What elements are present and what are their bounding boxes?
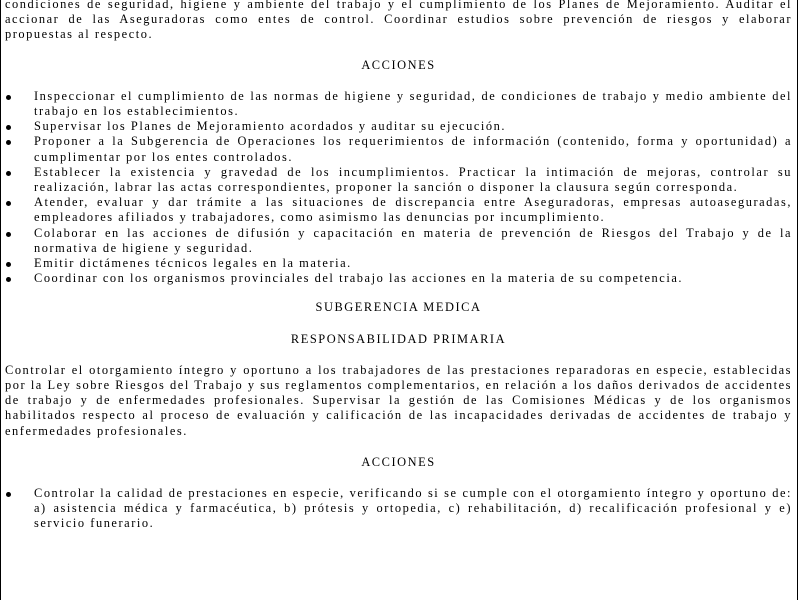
bullet-icon bbox=[6, 201, 11, 206]
spacer bbox=[5, 470, 792, 486]
spacer bbox=[5, 73, 792, 89]
document-content bbox=[5, 0, 792, 532]
bullet-icon bbox=[6, 492, 11, 497]
list-item-text: Emitir dictámenes técnicos legales en la materia. bbox=[34, 256, 352, 271]
acciones-heading-2: ACCIONES bbox=[361, 454, 436, 469]
subgerencia-heading: SUBGERENCIA MEDICA bbox=[315, 300, 482, 315]
list-item bbox=[5, 89, 792, 119]
list-item bbox=[5, 134, 792, 164]
spacer bbox=[5, 439, 792, 455]
bullet-icon bbox=[6, 262, 11, 267]
list-item-text: Coordinar con los organismos provinciales del trabajo las acciones en la materia de su competencia. bbox=[34, 271, 684, 286]
acciones-list-2 bbox=[5, 486, 792, 532]
list-item bbox=[5, 226, 792, 256]
spacer bbox=[5, 316, 792, 332]
acciones-heading-1: ACCIONES bbox=[361, 57, 436, 72]
spacer bbox=[5, 347, 792, 363]
list-item-text: Inspeccionar el cumplimiento de las normas de higiene y seguridad, de condiciones de trabajo y medio ambiente del trabajo en los establecimientos. bbox=[34, 88, 792, 119]
bullet-icon bbox=[6, 171, 11, 176]
list-item-text: Establecer la existencia y gravedad de los incumplimientos. Practicar la intimación de mejoras, controlar su realización, labrar las actas correspondientes, proponer la sanción o disponer la clausura según corresponda. bbox=[34, 164, 792, 195]
responsabilidad-heading: RESPONSABILIDAD PRIMARIA bbox=[290, 331, 507, 346]
bullet-icon bbox=[6, 277, 11, 282]
list-item bbox=[5, 165, 792, 195]
acciones-list-1 bbox=[5, 89, 792, 287]
bullet-icon bbox=[6, 125, 11, 130]
list-item-text: Colaborar en las acciones de difusión y capacitación en materia de prevención de Riesgos del Trabajo y de la normativa de higiene y seguridad. bbox=[34, 225, 792, 255]
list-item bbox=[5, 195, 792, 225]
list-item-text: Proponer a la Subgerencia de Operaciones los requerimientos de información (contenido, forma y oportunidad) a cumplimentar por los entes controlados. bbox=[34, 134, 792, 164]
bullet-icon bbox=[6, 140, 11, 145]
spacer bbox=[5, 286, 792, 300]
list-item bbox=[5, 256, 792, 271]
list-item-text: Atender, evaluar y dar trámite a las situaciones de discrepancia entre Aseguradoras, empresas autoaseguradas, empleadores afiliados y trabajadores, como asimismo las denuncias por incumplimiento. bbox=[34, 195, 792, 225]
list-item bbox=[5, 271, 792, 286]
list-item bbox=[5, 119, 792, 134]
list-item bbox=[5, 486, 792, 532]
spacer bbox=[5, 43, 792, 58]
bullet-icon bbox=[6, 95, 11, 100]
bullet-icon bbox=[6, 232, 11, 237]
intro-paragraph: condiciones de seguridad, higiene y ambiente del trabajo y el cumplimiento de los Planes de Mejoramiento. Auditar el accionar de las Aseguradoras como entes de control. Coordinar estudios sobre prevención de riesgos y elaborar propuestas al respecto. bbox=[5, 0, 792, 42]
list-item-text: Supervisar los Planes de Mejoramiento acordados y auditar su ejecución. bbox=[34, 119, 507, 134]
list-item-text: Controlar la calidad de prestaciones en especie, verificando si se cumple con el otorgamiento íntegro y oportuno de: a) asistencia médica y farmacéutica, b) prótesis y ortopedia, c) rehabilitación, d) recalificación profesional y e) servicio funerario. bbox=[34, 486, 792, 531]
responsabilidad-paragraph: Controlar el otorgamiento íntegro y oportuno a los trabajadores de las prestaciones reparadoras en especie, establecidas por la Ley sobre Riesgos del Trabajo y sus reglamentos complementarios, en relación a los daños derivados de accidentes de trabajo y de enfermedades profesionales. Supervisar la gestión de las Comisiones Médicas y de los organismos habilitados respecto al proceso de evaluación y calificación de las incapacidades derivadas de accidentes de trabajo y enfermedades profesionales. bbox=[5, 362, 792, 438]
